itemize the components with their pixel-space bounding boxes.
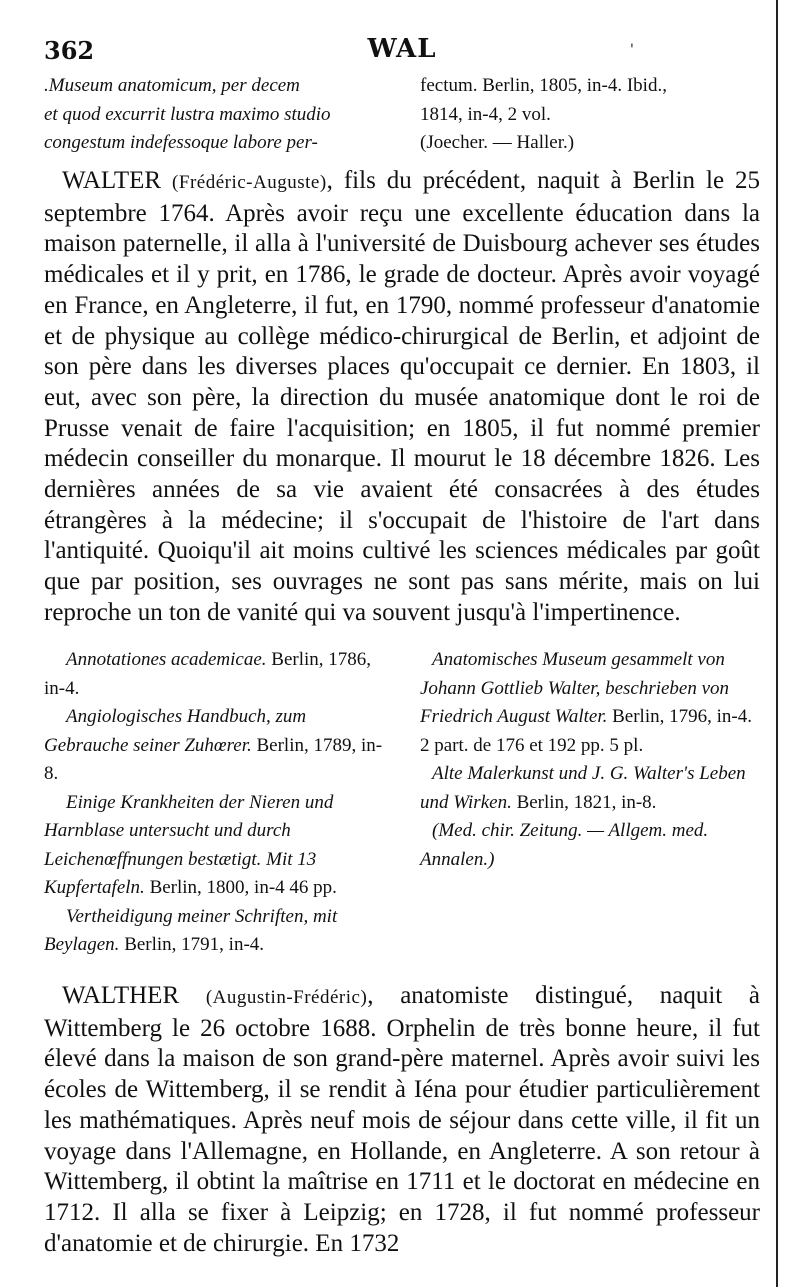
top-citation-left: [44, 72, 384, 158]
walther-entry: [44, 981, 760, 1259]
bib-entry: [420, 760, 760, 817]
citation-line: congestum indefessoque labore per-: [44, 132, 318, 153]
citation-line: (Joecher. — Haller.): [420, 132, 575, 153]
bib-title: Angiologisches Handbuch, zum Gebrauche seiner Zuhœrer.: [44, 706, 307, 756]
bibliography-left: [44, 646, 384, 960]
entry-text: , fils du précédent, naquit à Berlin le 25 septembre 1764. Après avoir reçu une excellente éducation dans la maison paternelle, il alla à l'université de Duisbourg achever ses études médicales et il y prit, en 1786, le grade de docteur. Après avoir voyagé en France, en Angleterre, il fut, en 1790, nommé professeur d'anatomie et de physique au collège médico-chirurgical de Berlin, et adjoint de son père dans les diverses places qu'occupait ce dernier. En 1803, il eut, avec son père, la direction du musée anatomique dont le roi de Prusse venait de faire l'acquisition; en 1805, il fut nommé premier médecin conseiller du monarque. Il mourut le 18 décembre 1826. Les dernières années de sa vie avaient été consacrées à des études étrangères à la médecine; il s'occupait de l'histoire de l'art dans l'antiquité. Quoiqu'il ait moins cultivé les sciences médicales par goût que par position, ses ouvrages ne sont pas sans mérite, mais on lui reproche un ton de vanité qui va souvent jusqu'à l'impertinence.: [44, 167, 761, 626]
page-number: 362: [44, 36, 95, 65]
entry-forenames: (Augustin-Frédéric): [205, 987, 368, 1008]
bib-title: Anatomisches Museum gesammelt von Johann Gottlieb Walter, beschrieben von Friedrich August Walter.: [420, 649, 730, 727]
bib-title: Vertheidigung meiner Schriften, mit Beylagen.: [44, 905, 338, 955]
bib-pub: Berlin, 1800, in-4 46 pp.: [144, 877, 337, 898]
entry-name: WALTER: [62, 167, 162, 194]
top-citation: [44, 72, 760, 158]
bib-entry: [44, 646, 384, 703]
bib-sources: (Med. chir. Zeitung. — Allgem. med. Annalen.): [420, 820, 709, 870]
top-citation-right: [420, 72, 760, 158]
walter-entry: [44, 166, 760, 629]
entry-name: WALTHER: [62, 982, 180, 1009]
entry-forenames: (Frédéric-Auguste): [172, 172, 327, 193]
entry-text: , anatomiste distingué, naquit à Wittemberg le 26 octobre 1688. Orphelin de très bonne heure, il fut élevé dans la maison de son grand-père maternel. Après avoir suivi les écoles de Wittemberg, il se rendit à Iéna pour étudier particulièrement les mathématiques. Après neuf mois de séjour dans cette ville, il fit un voyage dans l'Allemagne, en Hollande, en Angleterre. A son retour à Wittemberg, il obtint la maîtrise en 1711 et le doctorat en médecine en 1712. Il alla se fixer à Leipzig; en 1728, il fut nommé professeur d'anatomie et de chirurgie. En 1732: [44, 982, 760, 1257]
bibliography: [44, 646, 760, 960]
bib-title: Annotationes academicae.: [66, 649, 267, 670]
page-header: [44, 34, 760, 70]
stray-mark: ': [630, 42, 634, 58]
bibliography-right: [420, 646, 760, 960]
bib-pub: Berlin, 1796, in-4. 2 part. de 176 et 192 pp. 5 pl.: [420, 706, 752, 756]
bib-title: Alte Malerkunst und J. G. Walter's Leben und Wirken.: [420, 763, 746, 813]
bib-entry: [44, 903, 384, 960]
running-head: WAL: [367, 34, 437, 64]
citation-line: .Museum anatomicum, per decem: [44, 75, 300, 96]
bib-entry: [420, 646, 760, 760]
bib-pub: Berlin, 1821, in-8.: [511, 791, 657, 813]
page-edge: [776, 0, 778, 1287]
bib-entry: [44, 703, 384, 789]
citation-line: et quod excurrit lustra maximo studio: [44, 103, 331, 125]
citation-line: fectum. Berlin, 1805, in-4. Ibid.,: [420, 75, 667, 96]
bib-entry: [44, 789, 384, 903]
bib-title: Einige Krankheiten der Nieren und Harnblase untersucht und durch Leichenœffnungen bestætigt. Mit 13 Kupfertafeln.: [44, 791, 334, 898]
citation-line: 1814, in-4, 2 vol.: [420, 103, 551, 125]
bib-pub: Berlin, 1789, in-8.: [44, 734, 383, 784]
bib-pub: Berlin, 1786, in-4.: [44, 649, 372, 699]
bib-pub: Berlin, 1791, in-4.: [119, 934, 265, 955]
